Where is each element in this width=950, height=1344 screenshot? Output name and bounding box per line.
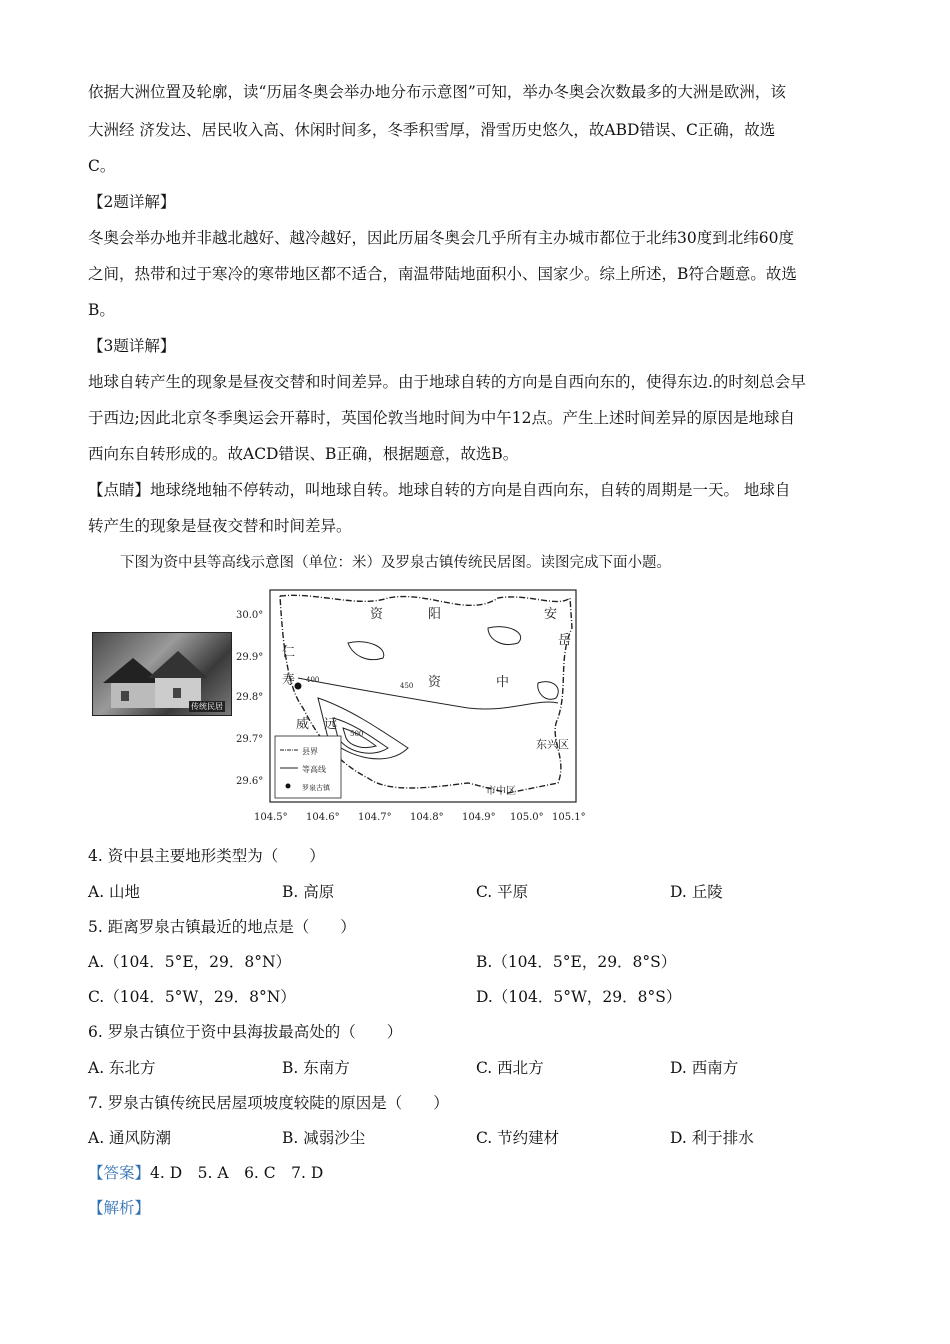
paragraph-line: 转产生的现象是昼夜交替和时间差异。 [88,517,352,535]
region-label: 岳 [558,633,572,648]
option-a: A. 山地 [88,883,141,901]
option-a: A. 通风防潮 [88,1129,172,1147]
question-stem: 7. 罗泉古镇传统民居屋项坡度较陡的原因是（ ） [88,1094,449,1112]
contour-value: 450 [400,682,414,690]
region-label: 远 [324,717,338,732]
option-a: A.（104．5°E，29．8°N） [88,953,292,971]
option-b: B. 高原 [282,883,335,901]
question-intro: 下图为资中县等高线示意图（单位：米）及罗泉古镇传统民居图。读图完成下面小题。 [120,555,671,571]
paragraph-line: C。 [88,157,116,175]
question-stem: 5. 距离罗泉古镇最近的地点是（ ） [88,918,356,936]
answer-text: 4. D 5. A 6. C 7. D [150,1164,324,1182]
longitude-label: 104.9° [462,812,496,823]
latitude-label: 29.6° [236,776,264,787]
photo-caption: 传统民居 [191,702,223,711]
paragraph-line: 依据大洲位置及轮廓，读“历届冬奥会举办地分布示意图”可知，举办冬奥会次数最多的大洲是欧洲，该 [88,83,786,101]
option-d: D. 利于排水 [670,1129,754,1147]
option-d: D. 西南方 [670,1059,739,1077]
paragraph-line: B。 [88,301,115,319]
region-label: 安 [544,607,558,622]
longitude-label: 104.7° [358,812,392,823]
region-label: 威 [296,717,310,732]
longitude-label: 104.5° [254,812,288,823]
longitude-label: 105.1° [552,812,586,823]
paragraph-line: 之间，热带和过于寒冷的寒带地区都不适合，南温带陆地面积小、国家少。综上所述，B符合题意。故选 [88,265,797,283]
paragraph-line: 于西边;因此北京冬季奥运会开幕时，英国伦敦当地时间为中午12点。产生上述时间差异的原因是地球自 [88,409,795,427]
longitude-label: 105.0° [510,812,544,823]
answer-line [88,1163,323,1183]
option-d: D. 丘陵 [670,883,723,901]
latitude-label: 30.0° [236,610,264,621]
region-label: 寿 [282,673,296,688]
option-d: D.（104．5°W，29．8°S） [476,988,682,1006]
region-label: 资 [370,607,384,622]
option-c: C. 节约建材 [476,1129,560,1147]
region-label: 资 [428,675,442,690]
option-a: A. 东北方 [88,1059,156,1077]
longitude-label: 104.6° [306,812,340,823]
paragraph-line: 冬奥会举办地并非越北越好、越冷越好，因此历届冬奥会几乎所有主办城市都位于北纬30度到北纬60度 [88,229,794,247]
option-c: C. 平原 [476,883,529,901]
paragraph-line: 【点睛】地球绕地轴不停转动，叫地球自转。地球自转的方向是自西向东，自转的周期是一天。 地球自 [88,481,791,499]
question-stem: 6. 罗泉古镇位于资中县海拔最高处的（ ） [88,1023,403,1041]
latitude-label: 29.7° [236,734,264,745]
paragraph-line: 大洲经 济发达、居民收入高、休闲时间多，冬季积雪厚，滑雪历史悠久，故ABD错误、C正确，故选 [88,121,776,139]
option-c: C.（104．5°W，29．8°N） [88,988,296,1006]
paragraph-line: 西向东自转形成的。故ACD错误、B正确，根据题意，故选B。 [88,445,519,463]
analysis-label: 【解析】 [88,1199,151,1217]
paragraph-line: 地球自转产生的现象是昼夜交替和时间差异。由于地球自转的方向是自西向东的，使得东边.的时刻总会早 [88,373,806,391]
region-label: 阳 [428,607,442,622]
region-label: 仁 [282,645,296,660]
luoquan-town-marker [295,683,302,690]
option-b: B. 东南方 [282,1059,350,1077]
question-stem: 4. 资中县主要地形类型为（ ） [88,847,325,865]
section-heading: 【3题详解】 [88,337,176,355]
latitude-label: 29.9° [236,652,264,663]
legend-town: 罗泉古镇 [302,784,330,792]
legend-contour: 等高线 [302,765,326,774]
answer-label: 【答案】 [88,1164,151,1182]
option-b: B. 减弱沙尘 [282,1129,366,1147]
legend-county-boundary: 县界 [302,747,318,756]
region-label: 东兴区 [536,738,569,751]
region-label: 中 [496,675,510,690]
contour-value: 400 [306,676,320,684]
contour-map-figure [88,588,588,828]
contour-map [88,588,588,828]
region-label: 市中区 [486,786,516,797]
longitude-label: 104.8° [410,812,444,823]
latitude-label: 29.8° [236,692,264,703]
option-b: B.（104．5°E，29．8°S） [476,953,677,971]
contour-value: 500 [350,730,364,738]
section-heading: 【2题详解】 [88,193,176,211]
option-c: C. 西北方 [476,1059,544,1077]
